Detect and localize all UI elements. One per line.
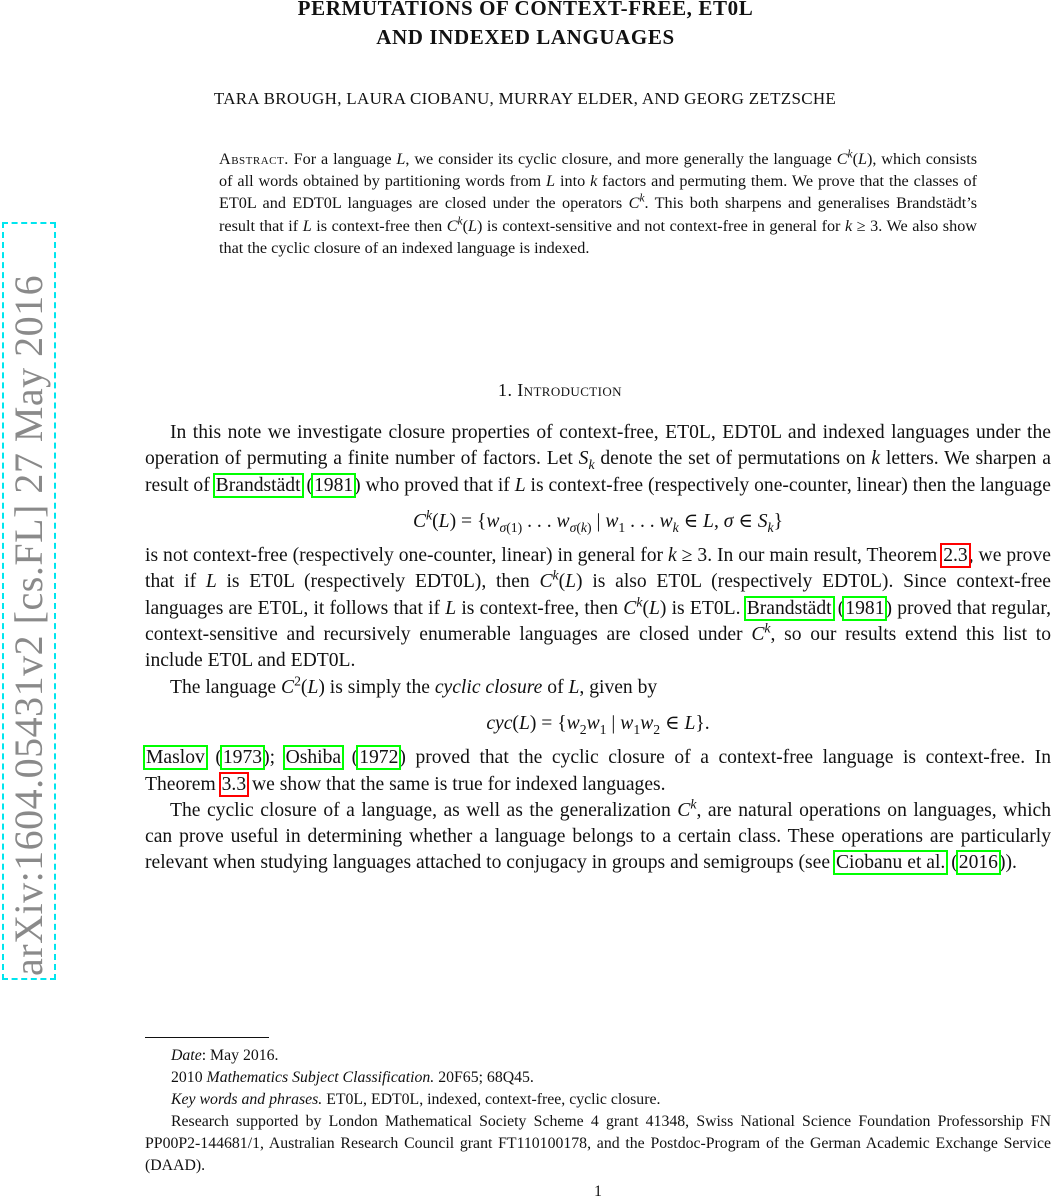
- paragraph-text: The language: [170, 676, 281, 698]
- paragraph-text: . In our main result, Theorem: [707, 545, 943, 567]
- footnote-funding: Research supported by London Mathematical Society Scheme 4 grant 41348, Swiss National Science Foundation Professorship FN PP00P2-144681/1, Australian Research Council grant FT110100178, and the Postdoc-Program of the German Academic Exchange Service (DAAD).: [145, 1113, 1051, 1174]
- citation-link-year-2016[interactable]: 2016: [958, 852, 998, 874]
- paragraph-text: denote the set of permutations on: [594, 448, 872, 470]
- paragraph-text: is context-free, then: [456, 597, 624, 619]
- paper-title: [0, 0, 1051, 52]
- paragraph: is not context-free (respectively one-counter, linear) in general for k ≥ 3. In our main result, Theorem 2.3, we prove that if L is ET0L (respectively EDT0L), then $C^k(L)$ is also ET0L (respectively EDT0L). Since context-free languages are ET0L, it follows that if L is context-free, then $C^k(L)$ is ET0L. Brandstädt (1981) proved that regular, context-sensitive and recursively enumerable languages are closed under $C^k$, so our results extend this list to include ET0L and EDT0L.: [145, 545, 1051, 672]
- footnote-label: Key words and phrases.: [171, 1091, 323, 1108]
- theorem-link-2-3[interactable]: 2.3: [943, 545, 968, 567]
- paragraph-text: is also ET0L (respectively EDT0L). Since context-free languages are ET0L, it follows that if: [145, 571, 1051, 619]
- footnote-text: ET0L, EDT0L, indexed, context-free, cyclic closure.: [322, 1091, 661, 1108]
- abstract-text: , we consider its cyclic closure, and more generally the language: [405, 150, 837, 168]
- abstract-text: . This both sharpens and generalises Brandstädt’s result that if: [219, 194, 977, 235]
- paragraph-text: proved that regular, context-sensitive and recursively enumerable languages are closed under: [145, 597, 1051, 646]
- paragraph-text: who proved that if: [360, 474, 515, 496]
- citation-link-year-1972[interactable]: 1972: [359, 747, 399, 769]
- abstract: Abstract. For a language L, we consider its cyclic closure, and more generally the language $C^k(L)$, which consists of all words obtained by partitioning words from L into k factors and permuting them. We prove that the classes of ET0L and EDT0L languages are closed under the operators $C^k$. This both sharpens and generalises Brandstädt’s result that if L is context-free then $C^k(L)$ is context-sensitive and not context-free in general for k ≥ 3. We also show that the cyclic closure of an indexed language is indexed.: [219, 148, 978, 257]
- paragraph-text: is not context-free (respectively one-counter, linear) in general for: [145, 545, 669, 567]
- paragraph: In this note we investigate closure properties of context-free, ET0L, EDT0L and indexed languages under the operation of permuting a finite number of factors. Let $S_k$ denote the set of permutations on k letters. We sharpen a result of Brandstädt (1981) who proved that if L is context-free (respectively one-counter, linear) then the language: [145, 422, 1051, 496]
- body-text: [145, 420, 1051, 877]
- section-title-text: Introduction: [517, 380, 622, 400]
- citation-link-ciobanu[interactable]: Ciobanu et al.: [835, 852, 946, 874]
- footnote-date: [145, 1045, 1051, 1067]
- title-line-2: AND INDEXED LANGUAGES: [376, 25, 675, 49]
- title-line-1: PERMUTATIONS OF CONTEXT-FREE, ET0L: [297, 0, 754, 20]
- paragraph-text: In this note we investigate closure properties of context-free, ET0L, EDT0L and indexed languages under the operation of permuting a finite number of factors. Let: [145, 422, 1051, 470]
- footnotes: [145, 1045, 1051, 1177]
- paragraph-text: , so our results extend this list to include ET0L and EDT0L.: [145, 624, 1051, 672]
- abstract-text: . We also show that the cyclic closure of an indexed language is indexed.: [219, 216, 977, 257]
- paragraph-text: proved that the cyclic closure of a context-free language is context-free. In Theorem: [145, 747, 1051, 795]
- abstract-text: into: [555, 172, 591, 191]
- section-heading: [0, 380, 1051, 401]
- equation-permutation-closure: $C^k(L) = \{w_{\sigma(1)}$ . . . $w_{\sigma(k)}$ | $w_1$ . . . $w_k$ ∈ L, σ ∈ $S_k$}: [412, 507, 784, 535]
- emphasis-text: cyclic closure: [434, 676, 543, 698]
- theorem-link-3-3[interactable]: 3.3: [221, 773, 247, 795]
- equation-cyclic-closure: $cyc(L) = \{w_2w_1$ | $w_1w_2$ ∈ L}.: [486, 712, 710, 737]
- paragraph-text: is simply the: [324, 676, 435, 698]
- citation-link-maslov[interactable]: Maslov: [146, 747, 205, 769]
- author-list: TARA BROUGH, LAURA CIOBANU, MURRAY ELDER, AND GEORG ZETZSCHE: [213, 89, 837, 108]
- arxiv-identifier: arXiv:1604.05431v2 [cs.FL] 27 May 2016: [6, 274, 51, 976]
- footnote-keywords: [145, 1089, 1051, 1111]
- footnote-label: Date: [171, 1047, 202, 1064]
- paragraph-text: is context-free (respectively one-counter, linear) then the language: [525, 474, 1051, 496]
- paragraph-text: )).: [998, 852, 1017, 874]
- paragraph-text: , are natural operations on languages, which can prove useful in determining whether a language belongs to a certain class. These operations are particularly relevant when studying languages attached to conjugacy in groups and semigroups (see: [145, 799, 1051, 874]
- paragraph-text: of: [542, 676, 569, 698]
- footnote-divider: [145, 1037, 269, 1038]
- citation-link-brandstadt[interactable]: Brandstädt: [746, 597, 832, 619]
- paragraph-text: , given by: [579, 676, 658, 698]
- abstract-text: , which consists of all words obtained by partitioning words from: [219, 150, 978, 191]
- citation-link-brandstadt[interactable]: Brandstädt: [215, 474, 301, 496]
- citation-link-year-1981[interactable]: 1981: [845, 597, 885, 619]
- section-number: 1.: [498, 380, 513, 400]
- paragraph: The cyclic closure of a language, as well as the generalization $C^k$, are natural operations on languages, which can prove useful in determining whether a language belongs to a certain class. These operations are particularly relevant when studying languages attached to conjugacy in groups and semigroups (see Ciobanu et al. (2016)).: [145, 796, 1051, 874]
- page-number: 1: [594, 1183, 602, 1200]
- paragraph-text: letters. We sharpen a result of: [145, 448, 1051, 496]
- paragraph-text: The cyclic closure of a language, as well as the generalization: [170, 799, 678, 821]
- footnote-text: : May 2016.: [201, 1047, 279, 1064]
- footnote-label: Mathematics Subject Classification.: [206, 1069, 435, 1086]
- footnote-text: 20F65; 68Q45.: [434, 1069, 534, 1086]
- paragraph: Maslov (1973); Oshiba (1972) proved that the cyclic closure of a context-free language is context-free. In Theorem 3.3 we show that the same is true for indexed languages.: [145, 747, 1051, 795]
- citation-link-oshiba[interactable]: Oshiba: [285, 747, 342, 769]
- paragraph-text: is ET0L (respectively EDT0L), then: [216, 571, 540, 593]
- citation-link-year-1973[interactable]: 1973: [222, 747, 263, 769]
- paragraph-text: we show that the same is true for indexed languages.: [247, 773, 666, 795]
- abstract-text: is context-sensitive and not context-free in general for: [482, 216, 845, 235]
- abstract-label: Abstract.: [219, 150, 289, 168]
- citation-link-year-1981[interactable]: 1981: [313, 474, 354, 496]
- paragraph-text: is ET0L.: [666, 597, 746, 619]
- abstract-text: factors and permuting them. We prove that the classes of ET0L and EDT0L languages are closed under the operators: [219, 172, 977, 213]
- footnote-text: 2010: [171, 1069, 207, 1086]
- footnote-msc: [145, 1067, 1051, 1089]
- paragraph-text: , we prove that if: [145, 545, 1051, 593]
- abstract-text: is context-free then: [311, 216, 447, 235]
- paragraph: The language $C^2(L)$ is simply the cyclic closure of L, given by: [170, 673, 658, 698]
- abstract-text: For a language: [288, 150, 397, 168]
